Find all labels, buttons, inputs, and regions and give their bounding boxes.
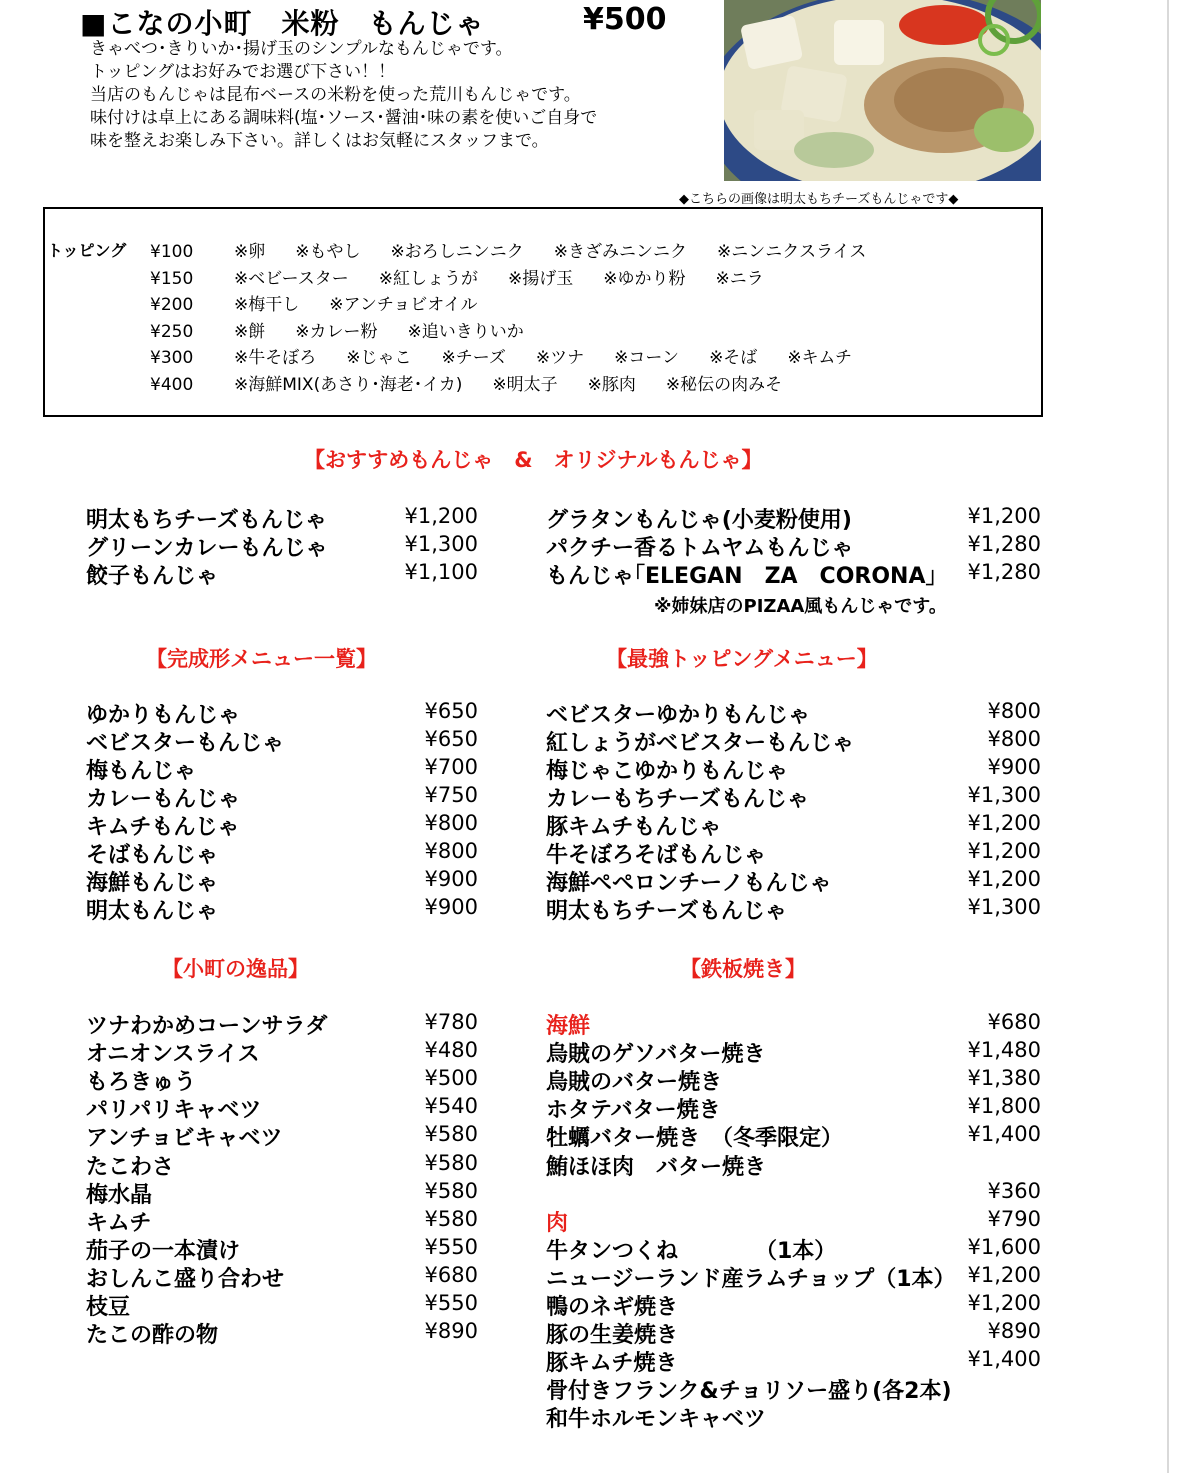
menu-item <box>546 810 721 841</box>
menu-item <box>546 1374 952 1405</box>
menu-item <box>86 1206 151 1237</box>
menu-item-price: ¥1,480 <box>967 1038 1041 1063</box>
menu-item-name: ベビスターゆかりもんじゃ <box>546 703 811 728</box>
intro-line: 味付けは卓上にある調味料(塩･ソース･醤油･味の素を使いご自身で <box>90 108 598 128</box>
menu-item-price: ¥1,200 <box>404 504 478 528</box>
menu-item <box>546 1290 678 1321</box>
menu-item-name: 骨付きフランク&チョリソー盛り(各2本) <box>546 1379 952 1405</box>
menu-item-price: ¥680 <box>424 1262 478 1287</box>
menu-item-price: ¥900 <box>424 895 478 919</box>
topping-row <box>150 237 896 262</box>
menu-item-name: 梅もんじゃ <box>86 759 197 784</box>
topping-item: ※じゃこ <box>346 348 412 368</box>
menu-item <box>546 782 809 813</box>
menu-item-name: ニュージーランド産ラムチョップ（1本） <box>546 1266 956 1292</box>
menu-item <box>86 1318 218 1349</box>
menu-item-name: カレーもちチーズもんじゃ <box>546 787 809 812</box>
toppings-label: トッピング <box>47 241 127 260</box>
menu-item <box>86 782 240 813</box>
menu-item-price: ¥500 <box>424 1066 478 1091</box>
intro-line: トッピングはお好みでお選び下さい！！ <box>90 62 396 82</box>
menu-item-name: ベビスターもんじゃ <box>86 731 285 756</box>
menu-item <box>546 838 766 869</box>
menu-item <box>546 1346 677 1377</box>
menu-item-name: グラタンもんじゃ(小麦粉使用) <box>546 508 852 533</box>
menu-item-name: アンチョビキャベツ <box>86 1126 283 1152</box>
intro-line: きゃべつ･きりいか･揚げ玉のシンプルなもんじゃです。 <box>90 39 513 59</box>
topping-price: ¥100 <box>150 242 194 262</box>
menu-item-name: 梅じゃこゆかりもんじゃ <box>546 759 789 784</box>
menu-item-price: ¥580 <box>424 1178 478 1203</box>
topping-item: ※カレー粉 <box>295 321 378 342</box>
menu-item-name: 烏賊のバター焼き <box>546 1070 723 1096</box>
menu-item <box>86 1290 130 1321</box>
menu-item-name: 餃子もんじゃ <box>86 564 219 589</box>
menu-item-name: パクチー香るトムヤムもんじゃ <box>546 536 854 561</box>
menu-item-price: ¥800 <box>424 839 478 863</box>
menu-item <box>546 754 788 785</box>
menu-item-name: キムチもんじゃ <box>86 815 240 840</box>
menu-item-name: 烏賊のゲソバター焼き <box>546 1042 766 1068</box>
menu-item <box>546 1262 956 1293</box>
recommended-note: ※姉妹店のPIZAA風もんじゃです。 <box>654 596 947 617</box>
menu-item-name: ホタテバター焼き <box>546 1098 721 1124</box>
topping-row <box>150 290 507 315</box>
menu-item-price: ¥800 <box>987 727 1041 751</box>
menu-item-price: ¥780 <box>424 1010 478 1034</box>
menu-item <box>86 559 218 590</box>
menu-item-name: 牛タンつくね （1本） <box>546 1238 837 1264</box>
menu-item-price: ¥360 <box>987 1178 1041 1203</box>
section-title-komachi: 【小町の逸品】 <box>162 957 309 981</box>
menu-item <box>546 866 832 897</box>
menu-item <box>546 503 852 534</box>
intro-line: 味を整えお楽しみ下さい。詳しくはお気軽にスタッフまで。 <box>90 131 549 151</box>
topping-item: ※ツナ <box>535 348 585 368</box>
topping-item: ※ベビースター <box>234 268 349 289</box>
menu-item-price: ¥580 <box>424 1206 478 1231</box>
section-title-complete: 【完成形メニュー一覧】 <box>146 647 377 671</box>
menu-item-price: ¥1,200 <box>967 504 1041 528</box>
menu-item-price: ¥790 <box>987 1206 1041 1231</box>
menu-item-name: 明太もちチーズもんじゃ <box>546 899 787 924</box>
topping-row <box>150 317 554 342</box>
topping-item: ※追いきりいか <box>407 321 524 342</box>
menu-item <box>86 1037 260 1068</box>
topping-item: ※ニラ <box>715 268 764 289</box>
section-title-strongest: 【最強トッピングメニュー】 <box>606 647 878 671</box>
menu-item-name: もんじゃ｢ELEGAN ZA CORONA｣ <box>546 564 937 589</box>
menu-item <box>86 838 218 869</box>
menu-item-name: 明太もちチーズもんじゃ <box>86 508 327 533</box>
menu-item-price: ¥1,300 <box>404 532 478 556</box>
menu-item <box>546 1121 843 1152</box>
menu-item-price: ¥580 <box>424 1122 478 1147</box>
menu-item-name: 肉 <box>546 1210 569 1236</box>
menu-item-name: そばもんじゃ <box>86 843 219 868</box>
menu-item <box>86 866 218 897</box>
menu-item <box>86 503 327 534</box>
menu-item-name: カレーもんじゃ <box>86 787 241 812</box>
menu-item-name: 梅水晶 <box>86 1182 153 1208</box>
menu-title: ■こなの小町 米粉 もんじゃ <box>80 7 485 40</box>
menu-item <box>86 1093 261 1124</box>
menu-item-price: ¥1,200 <box>967 1262 1041 1287</box>
menu-item-price: ¥1,280 <box>967 560 1041 584</box>
menu-item-price: ¥1,300 <box>967 783 1041 807</box>
page-edge-rule <box>1167 0 1169 1473</box>
topping-row <box>150 343 882 368</box>
menu-item-price: ¥650 <box>424 727 478 751</box>
menu-item-price: ¥1,600 <box>967 1234 1041 1259</box>
menu-item-price: ¥800 <box>987 699 1041 723</box>
menu-item-price: ¥1,200 <box>967 1291 1041 1315</box>
topping-price: ¥300 <box>150 348 194 368</box>
topping-item: ※ニンニクスライス <box>717 242 867 262</box>
topping-item: ※ゆかり粉 <box>603 268 686 289</box>
menu-item-name: オニオンスライス <box>86 1042 260 1068</box>
menu-item-name: 明太もんじゃ <box>86 899 219 924</box>
menu-item-price: ¥1,200 <box>967 867 1041 891</box>
menu-item-name: 枝豆 <box>86 1295 131 1320</box>
topping-item: ※豚肉 <box>587 374 636 395</box>
menu-item-name: キムチ <box>86 1210 152 1236</box>
menu-item <box>86 1150 174 1181</box>
menu-item-name: 紅しょうがベビスターもんじゃ <box>546 731 855 756</box>
topping-item: ※秘伝の肉みそ <box>665 374 783 395</box>
topping-row <box>150 264 794 289</box>
topping-item: ※そば <box>709 348 758 368</box>
menu-item-price: ¥900 <box>424 867 478 891</box>
menu-item-price: ¥1,200 <box>967 811 1041 835</box>
menu-item <box>86 726 284 757</box>
menu-item-name: 牛そぼろそばもんじゃ <box>546 843 767 868</box>
menu-item <box>86 1234 240 1265</box>
menu-item-name: 鮪ほほ肉 バター焼き <box>546 1154 767 1180</box>
topping-row <box>150 370 812 395</box>
topping-price: ¥200 <box>150 295 194 315</box>
menu-item <box>546 1318 678 1349</box>
menu-item <box>546 1150 766 1181</box>
menu-item-name: グリーンカレーもんじゃ <box>86 536 328 561</box>
menu-item-price: ¥750 <box>424 783 478 807</box>
menu-item <box>546 559 936 590</box>
topping-item: ※海鮮MIX(あさり･海老･イカ) <box>234 374 463 395</box>
topping-item: ※コーン <box>614 348 680 368</box>
topping-item: ※卵 <box>234 242 266 262</box>
menu-item-price: ¥540 <box>424 1094 478 1119</box>
topping-price: ¥150 <box>150 268 194 289</box>
menu-item-price: ¥700 <box>424 755 478 779</box>
menu-item-name: 茄子の一本漬け <box>86 1238 241 1264</box>
menu-item-name: おしんこ盛り合わせ <box>86 1266 285 1292</box>
menu-title-price: ¥500 <box>583 2 667 37</box>
menu-item-price: ¥550 <box>424 1234 478 1259</box>
menu-item-name: もろきゅう <box>86 1070 197 1096</box>
photo-caption: ◆こちらの画像は明太もちチーズもんじゃです◆ <box>679 192 959 207</box>
topping-item: ※キムチ <box>787 348 853 368</box>
topping-price: ¥250 <box>150 321 194 342</box>
section-title-teppan: 【鉄板焼き】 <box>680 957 806 981</box>
topping-item: ※もやし <box>295 242 361 262</box>
menu-item <box>546 1206 568 1237</box>
menu-item <box>86 1009 327 1040</box>
topping-item: ※紅しょうが <box>378 268 478 289</box>
menu-item <box>546 1009 590 1040</box>
menu-item-name: 牡蠣バター焼き （冬季限定） <box>546 1126 844 1152</box>
menu-item-name: たこの酢の物 <box>86 1323 219 1349</box>
topping-item: ※餅 <box>234 321 266 342</box>
menu-item-price: ¥800 <box>424 811 478 835</box>
topping-item: ※おろしニンニク <box>390 242 524 262</box>
topping-item: ※明太子 <box>492 374 558 395</box>
menu-item-price: ¥680 <box>987 1010 1041 1034</box>
menu-item <box>86 754 196 785</box>
menu-item <box>546 726 854 757</box>
menu-item-name: 豚の生姜焼き <box>546 1323 679 1349</box>
monja-photo <box>724 0 1041 181</box>
menu-item <box>86 531 328 562</box>
menu-item-price: ¥890 <box>424 1319 478 1344</box>
menu-item-price: ¥550 <box>424 1291 478 1315</box>
menu-item-name: 豚キムチ焼き <box>546 1351 678 1377</box>
menu-item-price: ¥1,200 <box>967 839 1041 863</box>
menu-item-price: ¥900 <box>987 755 1041 779</box>
menu-item <box>546 1402 766 1433</box>
menu-item <box>546 1093 721 1124</box>
menu-item-name: 和牛ホルモンキャベツ <box>546 1407 767 1433</box>
menu-item-price: ¥480 <box>424 1038 478 1063</box>
menu-item-name: 海鮮もんじゃ <box>86 871 219 896</box>
topping-item: ※揚げ玉 <box>507 268 574 289</box>
menu-item <box>546 698 810 729</box>
menu-item-price: ¥1,280 <box>967 532 1041 556</box>
menu-item <box>86 1121 282 1152</box>
topping-item: ※梅干し <box>234 295 300 315</box>
menu-item-name: たこわさ <box>86 1154 175 1180</box>
menu-item <box>86 1262 284 1293</box>
topping-item: ※アンチョビオイル <box>329 295 478 315</box>
menu-item <box>546 894 787 925</box>
menu-item <box>86 698 240 729</box>
menu-item-name: ツナわかめコーンサラダ <box>86 1014 328 1039</box>
monja-photo-art <box>724 0 1041 181</box>
menu-item-name: 鴨のネギ焼き <box>546 1295 679 1320</box>
menu-item-price: ¥1,800 <box>967 1094 1041 1119</box>
menu-item <box>546 1037 765 1068</box>
menu-item <box>546 1234 836 1265</box>
menu-item-name: 海鮮 <box>546 1014 591 1039</box>
menu-item <box>86 1178 152 1209</box>
menu-item-name: パリパリキャベツ <box>86 1098 262 1124</box>
menu-item <box>86 810 239 841</box>
topping-item: ※チーズ <box>441 348 506 368</box>
intro-text <box>90 38 597 153</box>
intro-line: 当店のもんじゃは昆布ベースの米粉を使った荒川もんじゃです。 <box>90 85 581 105</box>
menu-item-name: 海鮮ペペロンチーノもんじゃ <box>546 871 832 896</box>
topping-item: ※牛そぼろ <box>234 348 317 368</box>
topping-item: ※きざみニンニク <box>553 242 687 262</box>
menu-item-price: ¥890 <box>987 1319 1041 1344</box>
menu-item-name: ゆかりもんじゃ <box>86 703 241 728</box>
menu-item <box>86 894 218 925</box>
topping-price: ¥400 <box>150 374 194 395</box>
menu-item-name: 豚キムチもんじゃ <box>546 815 722 840</box>
section-title-recommended: 【おすすめもんじゃ & オリジナルもんじゃ】 <box>304 448 763 472</box>
menu-item <box>546 1065 722 1096</box>
menu-item-price: ¥580 <box>424 1150 478 1175</box>
menu-item-price: ¥1,380 <box>967 1066 1041 1091</box>
menu-item-price: ¥1,300 <box>967 895 1041 919</box>
menu-item-price: ¥1,100 <box>404 560 478 584</box>
menu-item <box>86 1065 196 1096</box>
menu-item-price: ¥650 <box>424 699 478 723</box>
menu-item-price: ¥1,400 <box>967 1122 1041 1147</box>
menu-item <box>546 531 853 562</box>
menu-item-price: ¥1,400 <box>967 1347 1041 1372</box>
